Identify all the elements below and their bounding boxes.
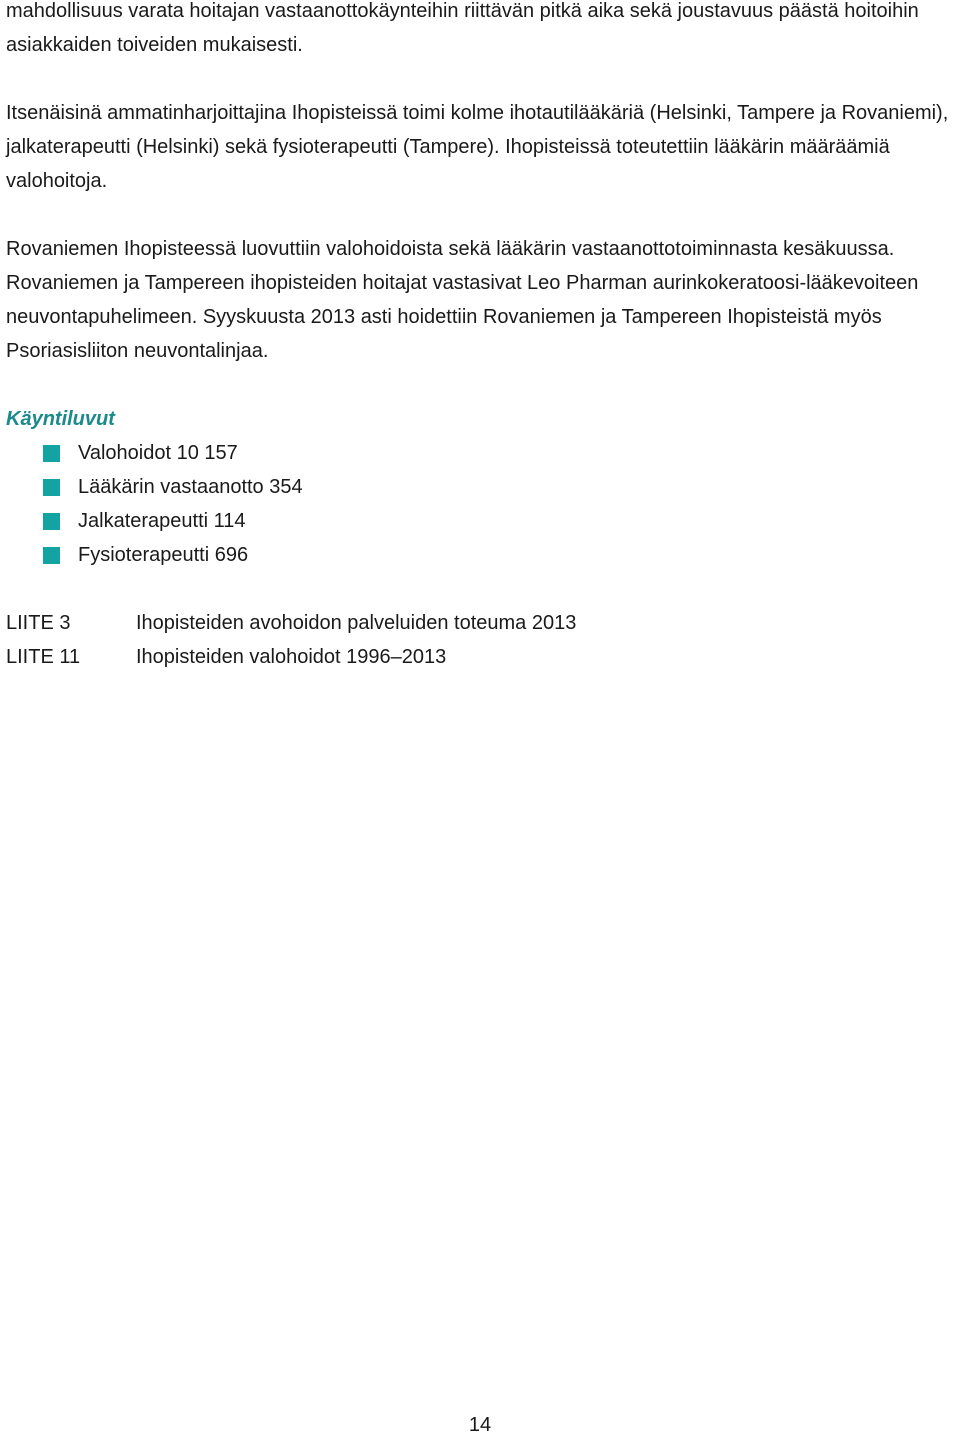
appendix-row	[6, 606, 958, 640]
document-page	[6, 0, 958, 674]
square-bullet-icon	[43, 513, 60, 530]
square-bullet-icon	[43, 445, 60, 462]
list-item	[6, 470, 958, 504]
visits-list	[6, 436, 958, 572]
list-item-label: Valohoidot 10 157	[78, 442, 238, 464]
appendix-code: LIITE 3	[6, 612, 71, 634]
appendix-row	[6, 640, 958, 674]
appendix-title: Ihopisteiden valohoidot 1996–2013	[136, 646, 447, 668]
visits-heading: Käyntiluvut	[6, 408, 115, 430]
appendix-list	[6, 606, 958, 674]
page-number: 14	[468, 1414, 492, 1436]
list-item	[6, 538, 958, 572]
square-bullet-icon	[43, 479, 60, 496]
appendix-code: LIITE 11	[6, 646, 81, 668]
list-item	[6, 504, 958, 538]
list-item-label: Fysioterapeutti 696	[78, 544, 249, 566]
paragraph-practitioners: Itsenäisinä ammatinharjoittajina Ihopisteissä toimi kolme ihotautilääkäriä (Helsinki, Tampere ja Rovaniemi), jalkaterapeutti (Helsinki) sekä fysioterapeutti (Tampere). Ihopisteissä toteutettiin lääkärin määräämiä valohoitoja.	[6, 102, 949, 192]
list-item-label: Jalkaterapeutti 114	[78, 510, 246, 532]
paragraph-rovaniemi: Rovaniemen Ihopisteessä luovuttiin valohoidoista sekä lääkärin vastaanottotoiminnasta kesäkuussa. Rovaniemen ja Tampereen ihopisteiden hoitajat vastasivat Leo Pharman aurinkokeratoosi-lääkevoiteen neuvontapuhelimeen. Syyskuusta 2013 asti hoidettiin Rovaniemen ja Tampereen Ihopisteistä myös Psoriasisliiton neuvontalinjaa.	[6, 238, 919, 362]
list-item-label: Lääkärin vastaanotto 354	[78, 476, 303, 498]
appendix-title: Ihopisteiden avohoidon palveluiden toteuma 2013	[136, 612, 577, 634]
square-bullet-icon	[43, 547, 60, 564]
paragraph-booking: mahdollisuus varata hoitajan vastaanottokäynteihin riittävän pitkä aika sekä joustavuus päästä hoitoihin asiakkaiden toiveiden mukaisesti.	[6, 0, 919, 56]
list-item	[6, 436, 958, 470]
